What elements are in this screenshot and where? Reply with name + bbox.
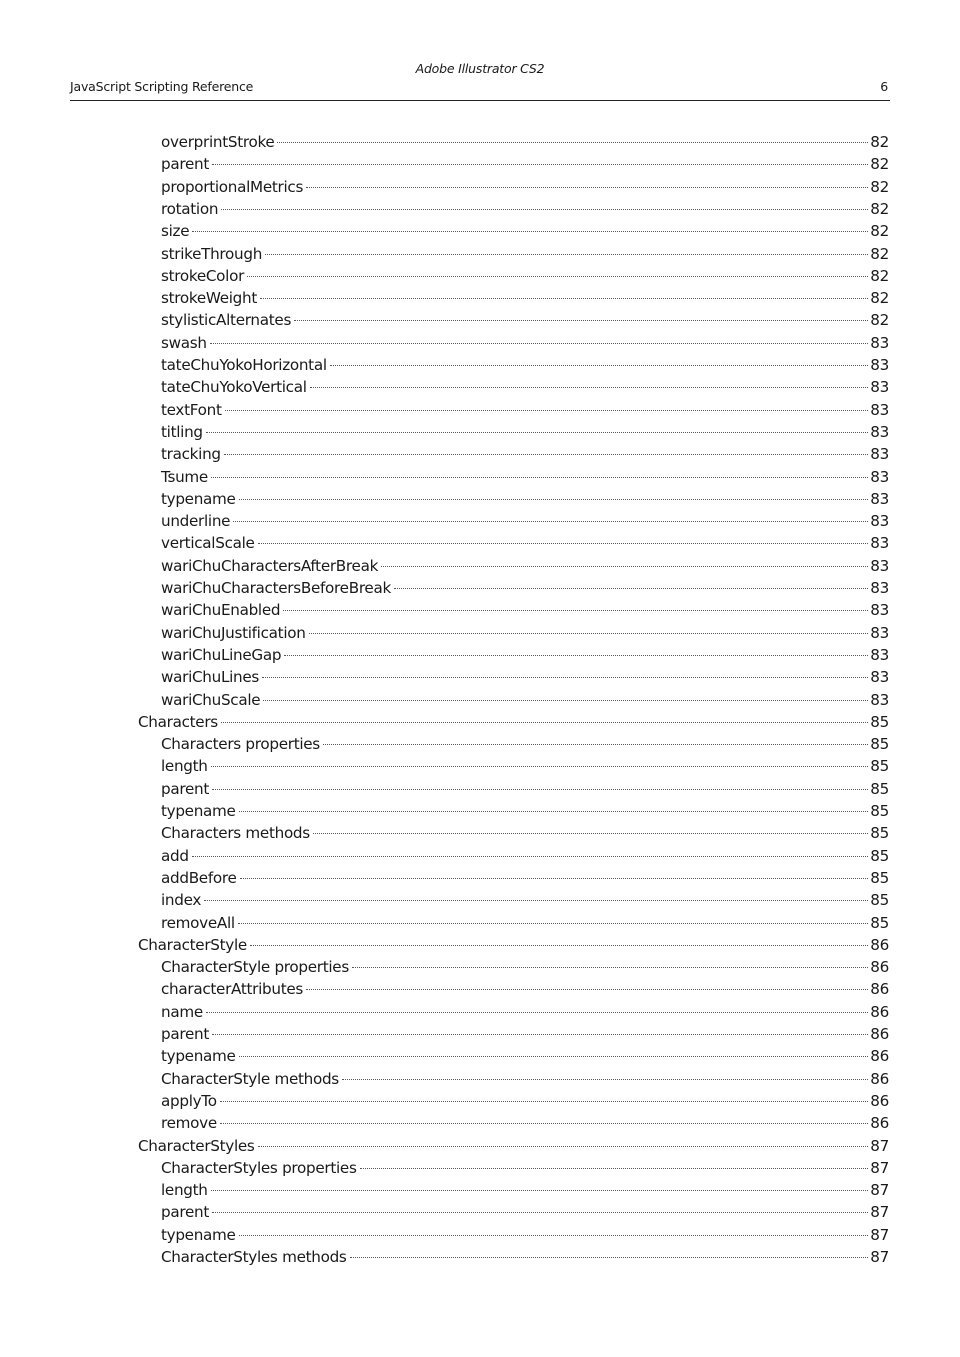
toc-entry[interactable] <box>161 755 889 777</box>
toc-entry-label: Characters methods <box>161 824 310 843</box>
toc-entry-label: strokeColor <box>161 266 245 285</box>
toc-section-entry[interactable] <box>138 711 889 733</box>
dot-leader <box>224 454 869 455</box>
toc-entry-label: CharacterStyles <box>138 1136 255 1155</box>
toc-entry[interactable] <box>161 287 889 309</box>
toc-entry-label: CharacterStyle properties <box>161 958 349 977</box>
toc-entry-page-number: 83 <box>870 556 889 575</box>
toc-entry-label: CharacterStyle <box>138 935 247 954</box>
dot-leader <box>247 276 868 277</box>
toc-entry-page-number: 85 <box>870 868 889 887</box>
toc-entry-page-number: 85 <box>870 712 889 731</box>
toc-entry[interactable] <box>161 1224 889 1246</box>
toc-entry-page-number: 83 <box>870 579 889 597</box>
toc-entry-label: overprintStroke <box>161 133 275 151</box>
toc-entry-label: wariChuScale <box>161 690 261 709</box>
toc-entry[interactable] <box>161 243 889 265</box>
toc-entry-page-number: 83 <box>870 400 889 419</box>
toc-entry[interactable] <box>161 399 889 421</box>
toc-entry-label: proportionalMetrics <box>161 177 304 196</box>
toc-entry-label: size <box>161 222 190 241</box>
dot-leader <box>239 811 869 812</box>
toc-entry-page-number: 85 <box>870 913 889 932</box>
toc-entry[interactable] <box>161 1001 889 1023</box>
toc-entry-page-number: 86 <box>870 1047 889 1066</box>
toc-entry-label: applyTo <box>161 1091 217 1110</box>
toc-entry-page-number: 83 <box>870 489 889 508</box>
toc-entry-page-number: 85 <box>870 757 889 776</box>
toc-entry[interactable] <box>161 1045 889 1067</box>
dot-leader <box>258 543 869 544</box>
toc-entry[interactable] <box>161 822 889 844</box>
dot-leader <box>239 1235 869 1236</box>
dot-leader <box>306 187 868 188</box>
toc-entry[interactable] <box>161 466 889 488</box>
toc-entry-page-number: 82 <box>870 133 889 151</box>
dot-leader <box>277 142 868 143</box>
toc-entry-label: swash <box>161 333 207 352</box>
toc-entry-label: addBefore <box>161 868 237 887</box>
dot-leader <box>394 588 868 589</box>
toc-entry-page-number: 87 <box>870 1158 889 1177</box>
dot-leader <box>330 365 869 366</box>
dot-leader <box>342 1079 868 1080</box>
toc-entry-page-number: 86 <box>870 1025 889 1043</box>
toc-entry[interactable] <box>161 1179 889 1201</box>
toc-entry-page-number: 85 <box>870 846 889 865</box>
toc-entry[interactable] <box>161 198 889 220</box>
toc-entry-label: parent <box>161 779 209 798</box>
toc-entry-label: strokeWeight <box>161 289 257 308</box>
toc-entry[interactable] <box>161 1157 889 1179</box>
toc-entry-page-number: 83 <box>870 333 889 352</box>
toc-entry[interactable] <box>161 1201 889 1223</box>
dot-leader <box>263 700 868 701</box>
toc-entry-page-number: 86 <box>870 1091 889 1110</box>
toc-entry[interactable] <box>161 532 889 554</box>
toc-entry-page-number: 85 <box>870 824 889 843</box>
dot-leader <box>250 945 868 946</box>
dot-leader <box>211 766 869 767</box>
toc-entry-page-number: 82 <box>870 155 889 174</box>
toc-entry-page-number: 86 <box>870 980 889 999</box>
dot-leader <box>309 633 869 634</box>
running-header <box>70 79 890 101</box>
toc-entry-page-number: 86 <box>870 958 889 977</box>
dot-leader <box>239 1056 869 1057</box>
toc-entry-page-number: 83 <box>870 356 889 374</box>
toc-entry-label: name <box>161 1002 203 1021</box>
dot-leader <box>310 387 869 388</box>
dot-leader <box>262 677 868 678</box>
toc-entry-label: textFont <box>161 400 222 419</box>
toc-entry-label: tateChuYokoHorizontal <box>161 356 327 374</box>
dot-leader <box>212 164 868 165</box>
toc-entry-page-number: 83 <box>870 668 889 687</box>
dot-leader <box>210 343 869 344</box>
toc-entry-label: parent <box>161 1203 209 1222</box>
dot-leader <box>238 923 868 924</box>
toc-entry-page-number: 86 <box>870 935 889 954</box>
dot-leader <box>221 722 868 723</box>
dot-leader <box>265 254 868 255</box>
toc-entry-label: wariChuLines <box>161 668 260 687</box>
running-head-title: JavaScript Scripting Reference <box>70 79 254 94</box>
toc-entry-label: stylisticAlternates <box>161 311 292 330</box>
toc-entry[interactable] <box>161 845 889 867</box>
toc-entry-label: wariChuLineGap <box>161 645 282 664</box>
dot-leader <box>233 521 868 522</box>
toc-entry[interactable] <box>161 1068 889 1090</box>
dot-leader <box>360 1168 869 1169</box>
dot-leader <box>221 209 868 210</box>
toc-entry[interactable] <box>161 176 889 198</box>
toc-entry[interactable] <box>161 599 889 621</box>
document-title: Adobe Illustrator CS2 <box>415 61 545 76</box>
toc-entry[interactable] <box>161 332 889 354</box>
toc-entry-page-number: 82 <box>870 244 889 263</box>
toc-entry-label: removeAll <box>161 913 235 932</box>
toc-entry-label: index <box>161 891 202 910</box>
toc-entry[interactable] <box>161 867 889 889</box>
toc-entry[interactable] <box>161 689 889 711</box>
toc-entry[interactable] <box>161 889 889 911</box>
toc-entry[interactable] <box>161 644 889 666</box>
dot-leader <box>350 1257 869 1258</box>
toc-entry-label: wariChuEnabled <box>161 601 281 620</box>
toc-entry-label: CharacterStyles methods <box>161 1248 347 1266</box>
toc-entry-page-number: 83 <box>870 645 889 664</box>
toc-entry-page-number: 83 <box>870 512 889 531</box>
toc-entry-label: rotation <box>161 199 219 218</box>
dot-leader <box>225 410 869 411</box>
toc-entry[interactable] <box>161 666 889 688</box>
toc-entry-label: typename <box>161 1047 236 1066</box>
toc-entry-page-number: 85 <box>870 891 889 910</box>
toc-entry-label: wariChuJustification <box>161 623 306 642</box>
toc-entry-page-number: 82 <box>870 311 889 330</box>
toc-entry-page-number: 87 <box>870 1225 889 1244</box>
toc-entry-label: typename <box>161 802 236 820</box>
toc-entry-page-number: 83 <box>870 690 889 709</box>
dot-leader <box>192 231 868 232</box>
dot-leader <box>212 1212 868 1213</box>
toc-entry-label: tateChuYokoVertical <box>161 378 307 397</box>
dot-leader <box>206 1012 868 1013</box>
toc-entry[interactable] <box>161 1246 889 1268</box>
toc-entry[interactable] <box>161 555 889 577</box>
dot-leader <box>240 878 869 879</box>
toc-entry-label: CharacterStyles properties <box>161 1158 357 1177</box>
toc-entry-label: Tsume <box>161 467 208 486</box>
toc-entry-label: strikeThrough <box>161 244 263 263</box>
toc-entry-page-number: 82 <box>870 199 889 218</box>
dot-leader <box>212 1034 868 1035</box>
dot-leader <box>283 610 868 611</box>
toc-entry[interactable] <box>161 443 889 465</box>
toc-entry[interactable] <box>161 956 889 978</box>
toc-entry-page-number: 82 <box>870 289 889 308</box>
toc-entry[interactable] <box>161 800 889 822</box>
toc-entry-label: wariChuCharactersBeforeBreak <box>161 579 391 597</box>
toc-entry[interactable] <box>161 733 889 755</box>
toc-entry[interactable] <box>161 510 889 532</box>
toc-entry-page-number: 85 <box>870 735 889 754</box>
dot-leader <box>211 1190 869 1191</box>
dot-leader <box>239 499 869 500</box>
dot-leader <box>260 298 868 299</box>
toc-entry[interactable] <box>161 978 889 1000</box>
dot-leader <box>192 856 869 857</box>
toc-entry-label: tracking <box>161 445 221 464</box>
dot-leader <box>381 566 868 567</box>
toc-entry-label: parent <box>161 155 209 174</box>
toc-entry-page-number: 87 <box>870 1203 889 1222</box>
toc-entry-page-number: 82 <box>870 177 889 196</box>
dot-leader <box>212 789 868 790</box>
toc-entry-label: parent <box>161 1025 209 1043</box>
toc-entry-page-number: 83 <box>870 534 889 553</box>
toc-entry-page-number: 82 <box>870 222 889 241</box>
toc-entry-label: add <box>161 846 189 865</box>
toc-entry[interactable] <box>161 131 889 153</box>
toc-entry-page-number: 83 <box>870 601 889 620</box>
dot-leader <box>352 967 868 968</box>
dot-leader <box>294 320 868 321</box>
dot-leader <box>211 477 868 478</box>
toc-entry-page-number: 83 <box>870 378 889 397</box>
toc-entry[interactable] <box>161 421 889 443</box>
dot-leader <box>306 989 868 990</box>
toc-entry-page-number: 86 <box>870 1002 889 1021</box>
toc-entry-label: CharacterStyle methods <box>161 1069 339 1088</box>
toc-entry-page-number: 87 <box>870 1248 889 1266</box>
toc-entry-page-number: 82 <box>870 266 889 285</box>
toc-section-entry[interactable] <box>138 934 889 956</box>
toc-entry-page-number: 85 <box>870 779 889 798</box>
toc-entry-label: length <box>161 1181 208 1200</box>
toc-entry[interactable] <box>161 153 889 175</box>
toc-entry[interactable] <box>161 309 889 331</box>
dot-leader <box>220 1123 868 1124</box>
toc-entry-page-number: 83 <box>870 623 889 642</box>
toc-entry-label: underline <box>161 512 231 531</box>
dot-leader <box>220 1101 869 1102</box>
toc-entry[interactable] <box>161 354 889 376</box>
toc-entry[interactable] <box>161 577 889 599</box>
toc-entry[interactable] <box>161 488 889 510</box>
toc-entry-label: typename <box>161 1225 236 1244</box>
page-number: 6 <box>880 79 888 94</box>
dot-leader <box>206 432 869 433</box>
toc-entry[interactable] <box>161 778 889 800</box>
toc-entry[interactable] <box>161 912 889 934</box>
toc-entry-label: typename <box>161 489 236 508</box>
toc-entry-label: titling <box>161 422 203 441</box>
toc-entry[interactable] <box>161 1023 889 1045</box>
toc-entry[interactable] <box>161 1112 889 1134</box>
toc-entry-page-number: 83 <box>870 467 889 486</box>
dot-leader <box>323 744 868 745</box>
toc-entry-page-number: 86 <box>870 1114 889 1133</box>
toc-entry-page-number: 86 <box>870 1069 889 1088</box>
toc-entry-page-number: 87 <box>870 1136 889 1155</box>
toc-entry-page-number: 83 <box>870 445 889 464</box>
toc-entry[interactable] <box>161 622 889 644</box>
toc-entry-page-number: 83 <box>870 422 889 441</box>
toc-entry-label: remove <box>161 1114 217 1133</box>
toc-entry[interactable] <box>161 376 889 398</box>
toc-entry-label: verticalScale <box>161 534 255 553</box>
toc-entry-page-number: 85 <box>870 802 889 820</box>
dot-leader <box>313 833 868 834</box>
toc-entry-label: Characters <box>138 712 218 731</box>
dot-leader <box>284 655 868 656</box>
dot-leader <box>204 900 868 901</box>
toc-entry-label: Characters properties <box>161 735 320 754</box>
toc-entry-page-number: 87 <box>870 1181 889 1200</box>
toc-section-entry[interactable] <box>138 1135 889 1157</box>
toc-entry-label: length <box>161 757 208 776</box>
dot-leader <box>258 1146 869 1147</box>
toc-entry-label: wariChuCharactersAfterBreak <box>161 556 379 575</box>
toc-entry[interactable] <box>161 265 889 287</box>
toc-entry[interactable] <box>161 220 889 242</box>
toc-entry-label: characterAttributes <box>161 980 303 999</box>
toc-entry[interactable] <box>161 1090 889 1112</box>
